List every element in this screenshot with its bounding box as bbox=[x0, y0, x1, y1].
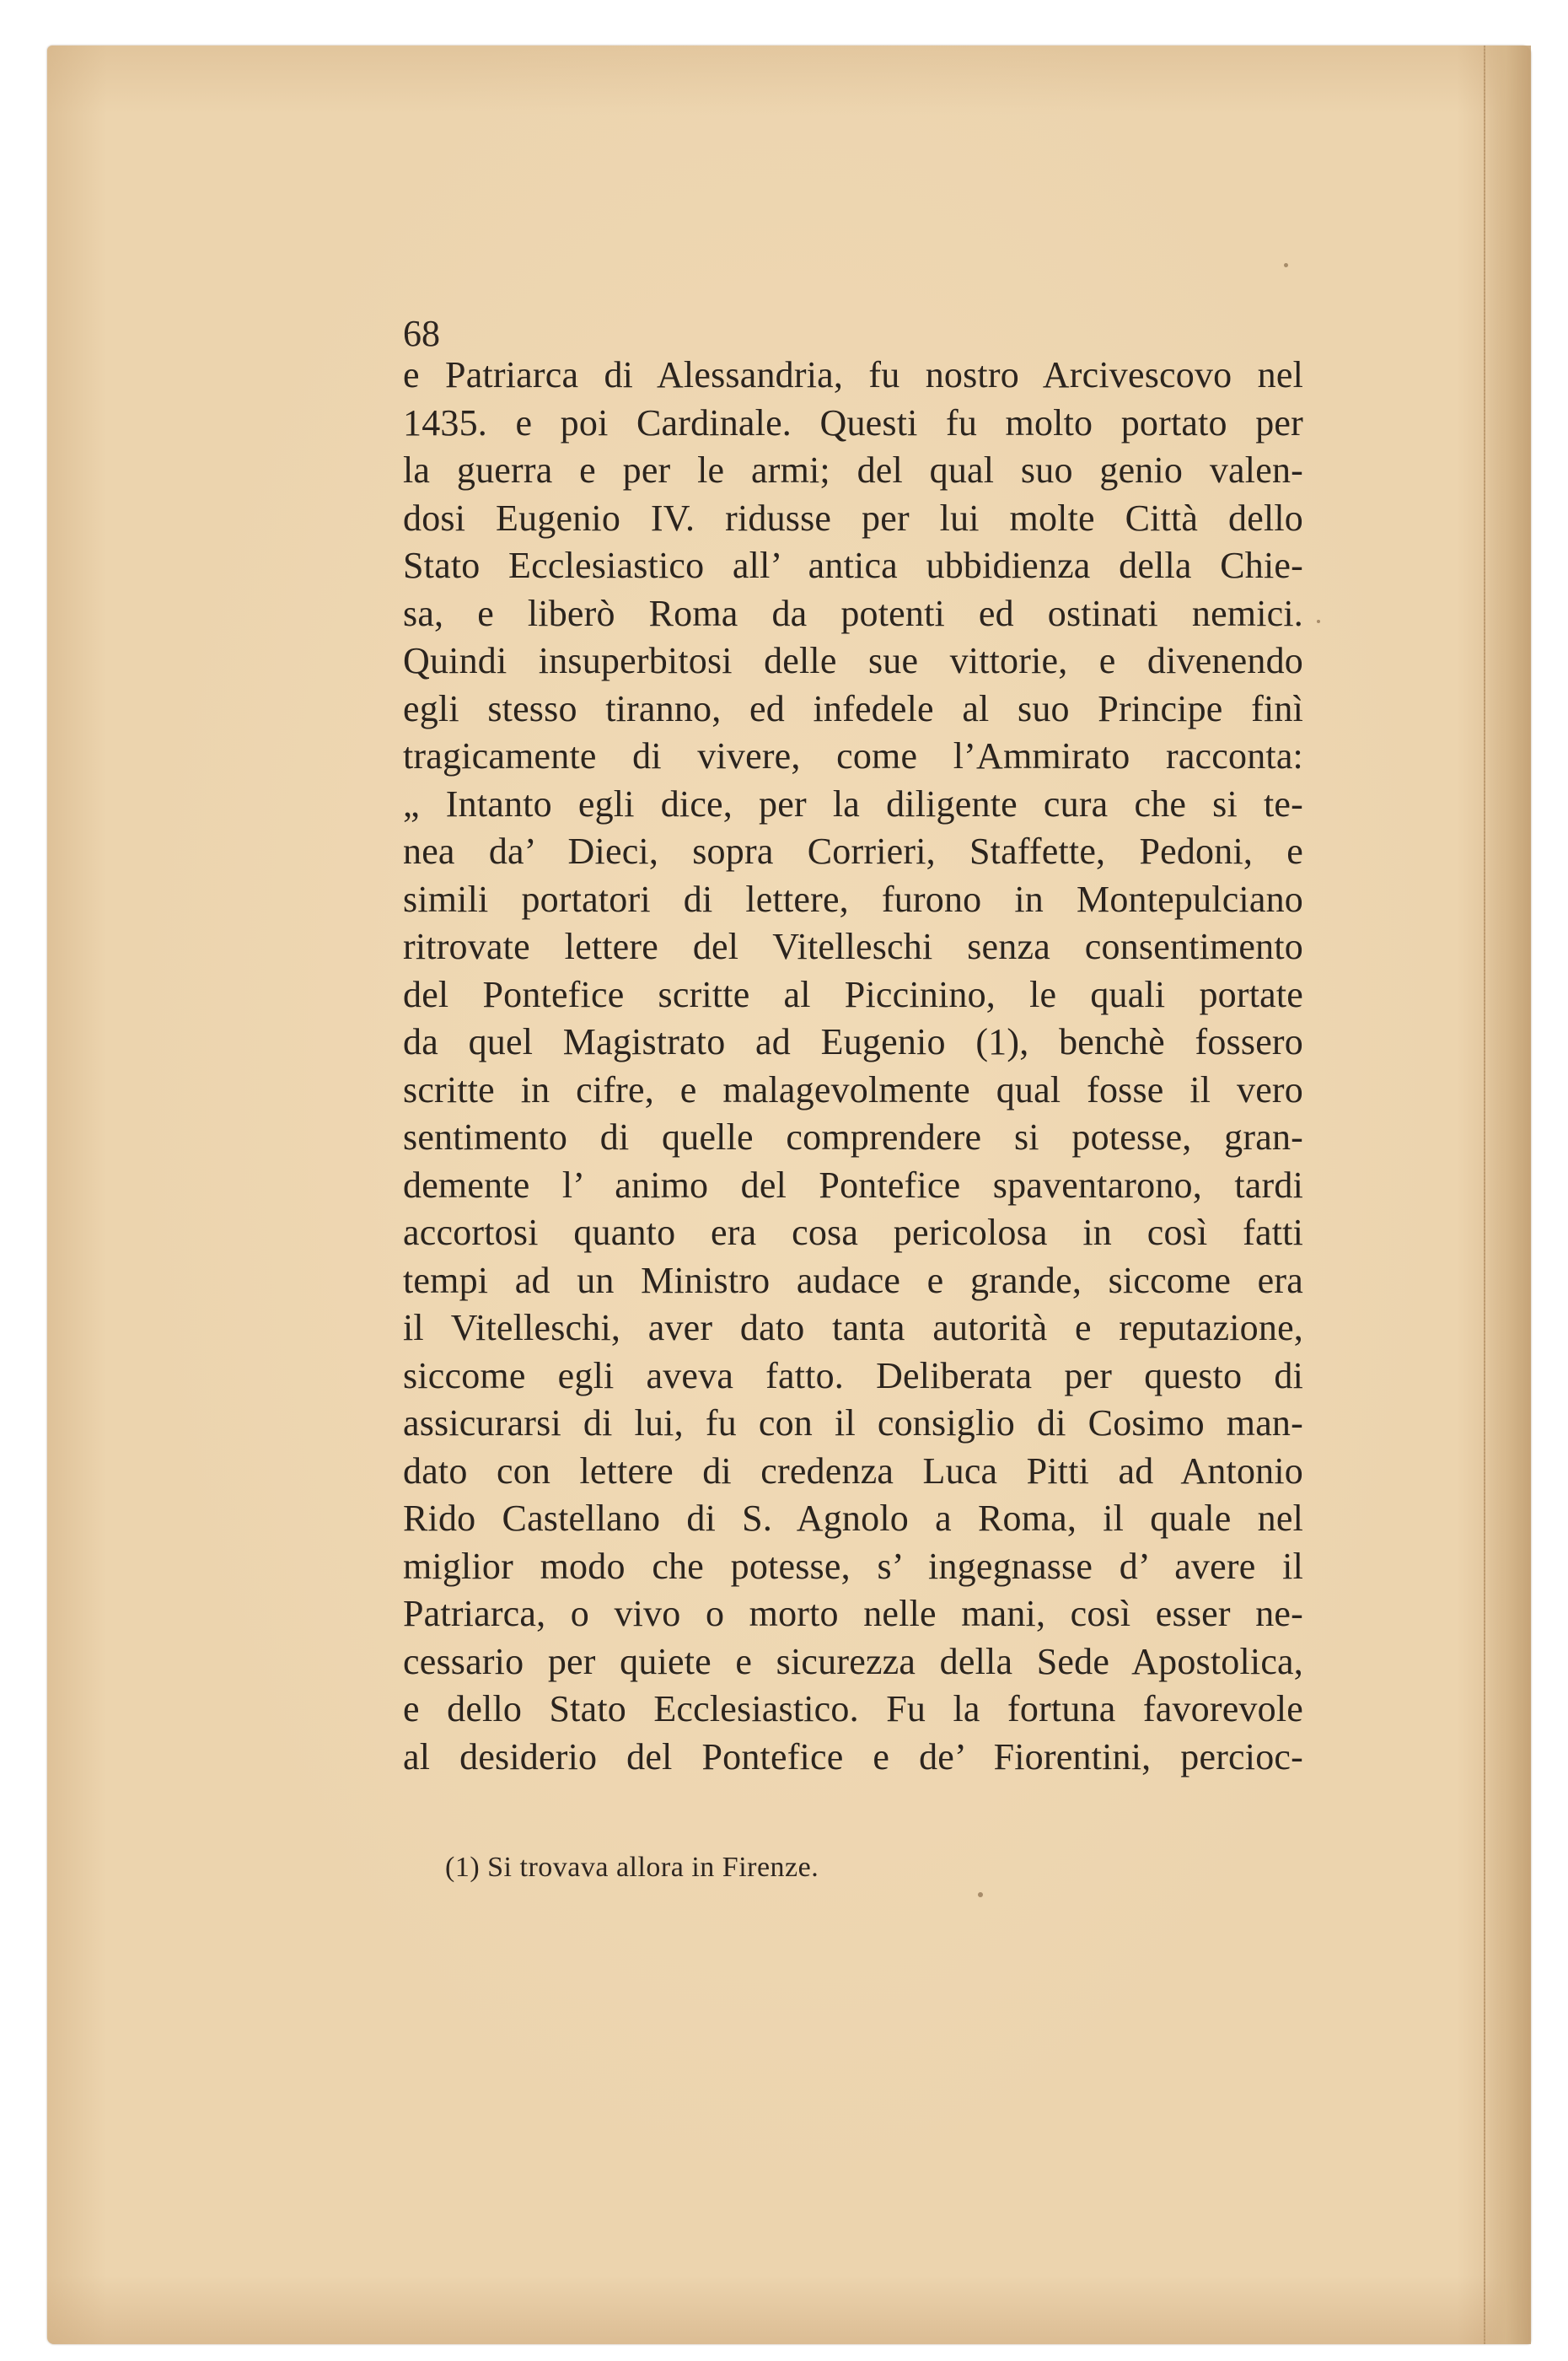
text-line: dosi Eugenio IV. ridusse per lui molte Città dello bbox=[403, 497, 1303, 539]
text-line: siccome egli aveva fatto. Deliberata per questo di bbox=[403, 1354, 1303, 1396]
body-text bbox=[403, 352, 1303, 1781]
text-line: dato con lettere di credenza Luca Pitti ad Antonio bbox=[403, 1449, 1303, 1492]
page-number: 68 bbox=[403, 313, 440, 354]
text-line: al desiderio del Pontefice e de’ Fiorentini, percioc- bbox=[403, 1735, 1303, 1777]
text-line: Rido Castellano di S. Agnolo a Roma, il quale nel bbox=[403, 1498, 1303, 1539]
text-line: nea da’ Dieci, sopra Corrieri, Staffette, Pedoni, e bbox=[403, 831, 1303, 872]
text-line: del Pontefice scritte al Piccinino, le quali portate bbox=[403, 973, 1303, 1015]
text-line: il Vitelleschi, aver dato tanta autorità e reputazione, bbox=[403, 1307, 1303, 1348]
text-line: tragicamente di vivere, come l’Ammirato racconta: bbox=[403, 735, 1303, 777]
text-line: cessario per quiete e sicurezza della Sede Apostolica, bbox=[403, 1640, 1303, 1682]
text-line: Quindi insuperbitosi delle sue vittorie, e divenendo bbox=[403, 640, 1303, 681]
text-line: e dello Stato Ecclesiastico. Fu la fortuna favorevole bbox=[403, 1688, 1303, 1729]
text-line: accortosi quanto era cosa pericolosa in così fatti bbox=[403, 1212, 1303, 1253]
text-line: demente l’ animo del Pontefice spaventarono, tardi bbox=[403, 1164, 1303, 1206]
text-line: la guerra e per le armi; del qual suo genio valen- bbox=[403, 449, 1303, 491]
text-line: „ Intanto egli dice, per la diligente cura che si te- bbox=[403, 783, 1303, 825]
footnote: (1) Si trovava allora in Firenze. bbox=[445, 1852, 819, 1883]
text-line: e Patriarca di Alessandria, fu nostro Arcivescovo nel bbox=[403, 354, 1303, 395]
text-line: Patriarca, o vivo o morto nelle mani, così esser ne- bbox=[403, 1593, 1303, 1634]
text-line: egli stesso tiranno, ed infedele al suo Principe finì bbox=[403, 687, 1303, 729]
text-line: miglior modo che potesse, s’ ingegnasse d’ avere il bbox=[403, 1545, 1303, 1587]
text-line: simili portatori di lettere, furono in Montepulciano bbox=[403, 878, 1303, 920]
paper-speck bbox=[1317, 620, 1320, 623]
text-line: tempi ad un Ministro audace e grande, siccome era bbox=[403, 1259, 1303, 1301]
text-line: scritte in cifre, e malagevolmente qual fosse il vero bbox=[403, 1068, 1303, 1111]
text-line: assicurarsi di lui, fu con il consiglio di Cosimo man- bbox=[403, 1402, 1303, 1444]
binding-edge bbox=[1484, 46, 1531, 2344]
paper-speck bbox=[1284, 263, 1288, 267]
text-line: 1435. e poi Cardinale. Questi fu molto portato per bbox=[403, 401, 1303, 444]
text-line: sa, e liberò Roma da potenti ed ostinati nemici. bbox=[403, 592, 1303, 634]
text-line: sentimento di quelle comprendere si potesse, gran- bbox=[403, 1116, 1303, 1158]
paper-speck bbox=[978, 1892, 983, 1897]
text-line: da quel Magistrato ad Eugenio (1), benchè fossero bbox=[403, 1021, 1303, 1062]
text-line: Stato Ecclesiastico all’ antica ubbidienza della Chie- bbox=[403, 545, 1303, 586]
text-line: ritrovate lettere del Vitelleschi senza consentimento bbox=[403, 926, 1303, 967]
